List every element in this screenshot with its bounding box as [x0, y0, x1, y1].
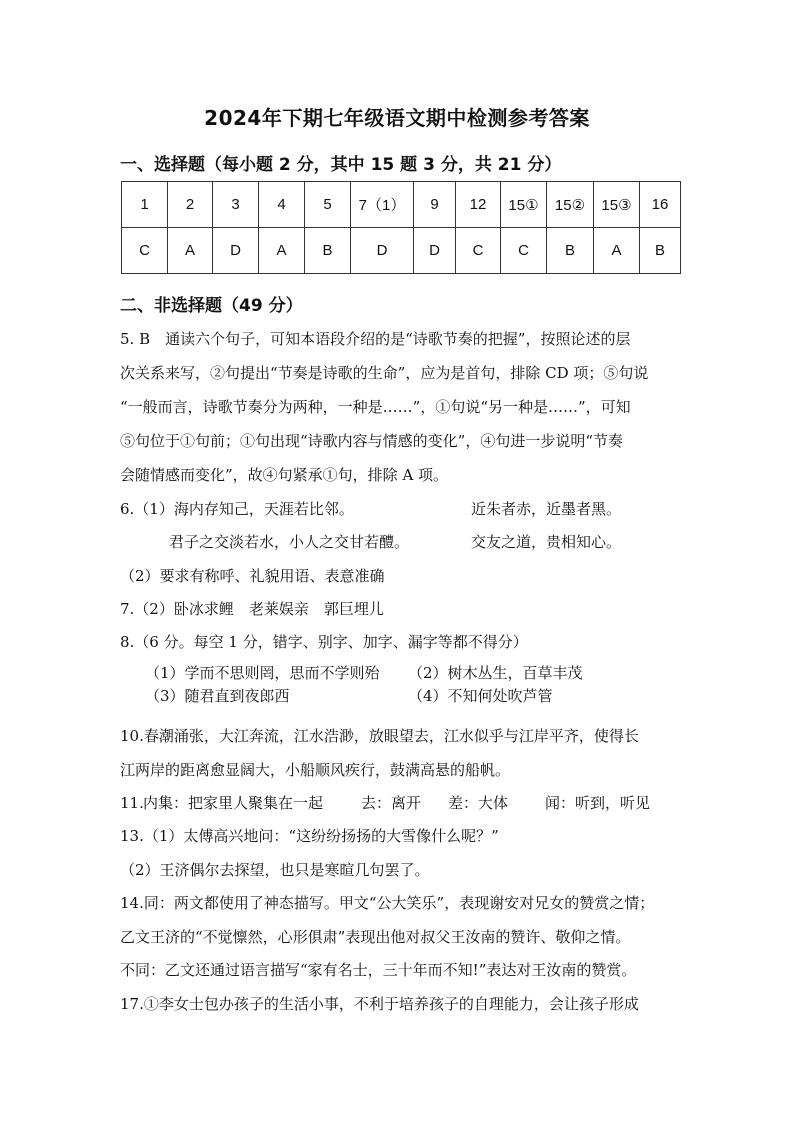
q14-line: 不同：乙文还通过语言描写“家有名士，三十年而不知!”表达对王汝南的赞赏。	[120, 961, 637, 979]
table-cell: B	[305, 228, 351, 274]
q14-line: 乙文王济的“不觉懔然，心形俱肃”表现出他对叔父王汝南的赞许、敬仰之情。	[120, 928, 631, 946]
table-cell: C	[122, 228, 168, 274]
table-cell: 9	[414, 182, 456, 228]
q7-answer: 7.（2）卧冰求鲤 老莱娱亲 郭巨埋儿	[120, 600, 384, 618]
q5-line: ⑤句位于①句前；①句出现“诗歌内容与情感的变化”，④句进一步说明“节奏	[120, 432, 624, 450]
table-cell: B	[640, 228, 681, 274]
q5-line: “一般而言，诗歌节奏分为两种，一种是……”，①句说“另一种是……”，可知	[120, 398, 631, 416]
table-cell: 15②	[547, 182, 594, 228]
table-cell: D	[351, 228, 414, 274]
table-cell: D	[213, 228, 259, 274]
q5-line: 5. B 通读六个句子，可知本语段介绍的是“诗歌节奏的把握”，按照论述的层	[120, 330, 631, 348]
q13-line: （2）王济偶尔去探望，也只是寒暄几句罢了。	[120, 861, 430, 879]
q5-line: 次关系来写，②句提出“节奏是诗歌的生命”，应为是首句，排除 CD 项；⑤句说	[120, 364, 649, 382]
q11-item: 差：大体	[448, 794, 509, 812]
table-cell: 7（1）	[351, 182, 414, 228]
answer-row	[122, 228, 681, 274]
q8-header: 8.（6 分。每空 1 分，错字、别字、加字、漏字等都不得分）	[120, 633, 528, 651]
q10-line: 10.春潮涌张，大江奔流，江水浩渺，放眼望去，江水似乎与江岸平齐，使得长	[120, 727, 639, 745]
q11-item: 闻：听到，听见	[545, 794, 651, 812]
table-cell: B	[547, 228, 594, 274]
table-cell: A	[259, 228, 305, 274]
table-cell: 5	[305, 182, 351, 228]
q6-answer: 交友之道，贵相知心。	[471, 533, 622, 551]
q6-answer: 6.（1）海内存知己，天涯若比邻。	[120, 500, 354, 518]
q6-answer: 君子之交淡若水，小人之交甘若醴。	[169, 533, 410, 551]
table-cell: C	[456, 228, 501, 274]
q6-part2: （2）要求有称呼、礼貌用语、表意准确	[120, 567, 385, 585]
table-cell: D	[414, 228, 456, 274]
q10-line: 江两岸的距离愈显阔大，小船顺风疾行，鼓满高悬的船帆。	[120, 761, 511, 779]
q8-answer: （4）不知何处吹芦管	[408, 687, 553, 705]
table-cell: 15①	[501, 182, 547, 228]
question-number-row	[122, 182, 681, 228]
q14-line: 14.同：两文都使用了神态描写。甲文“公大笑乐”，表现谢安对兄女的赞赏之情；	[120, 894, 655, 912]
section1-heading: 一、选择题（每小题 2 分，其中 15 题 3 分，共 21 分）	[120, 155, 562, 175]
q17-line: 17.①李女士包办孩子的生活小事，不利于培养孩子的自理能力，会让孩子形成	[120, 995, 639, 1013]
q11-item: 内集：把家里人聚集在一起	[143, 794, 324, 812]
q11-item: 去：离开	[361, 794, 422, 812]
q8-answer: （1）学而不思则罔，思而不学则殆	[145, 664, 380, 682]
answer-table	[121, 181, 681, 274]
q8-answer: （2）树木丛生，百草丰茂	[408, 664, 583, 682]
table-cell: 1	[122, 182, 168, 228]
table-cell: 3	[213, 182, 259, 228]
q11-number: 11.	[120, 794, 144, 812]
q6-answer: 近朱者赤，近墨者黑。	[471, 500, 622, 518]
table-cell: 12	[456, 182, 501, 228]
section2-heading: 二、非选择题（49 分）	[120, 296, 303, 316]
q8-answer: （3）随君直到夜郎西	[145, 687, 290, 705]
table-cell: A	[168, 228, 213, 274]
q5-line: 会随情感而变化”，故④句紧承①句，排除 A 项。	[120, 466, 449, 484]
table-cell: 4	[259, 182, 305, 228]
table-cell: 16	[640, 182, 681, 228]
table-cell: 15③	[594, 182, 640, 228]
table-cell: A	[594, 228, 640, 274]
table-cell: 2	[168, 182, 213, 228]
q13-line: 13.（1）太傅高兴地问：“这纷纷扬扬的大雪像什么呢？”	[120, 827, 499, 845]
table-cell: C	[501, 228, 547, 274]
page-title: 2024年下期七年级语文期中检测参考答案	[204, 106, 590, 130]
